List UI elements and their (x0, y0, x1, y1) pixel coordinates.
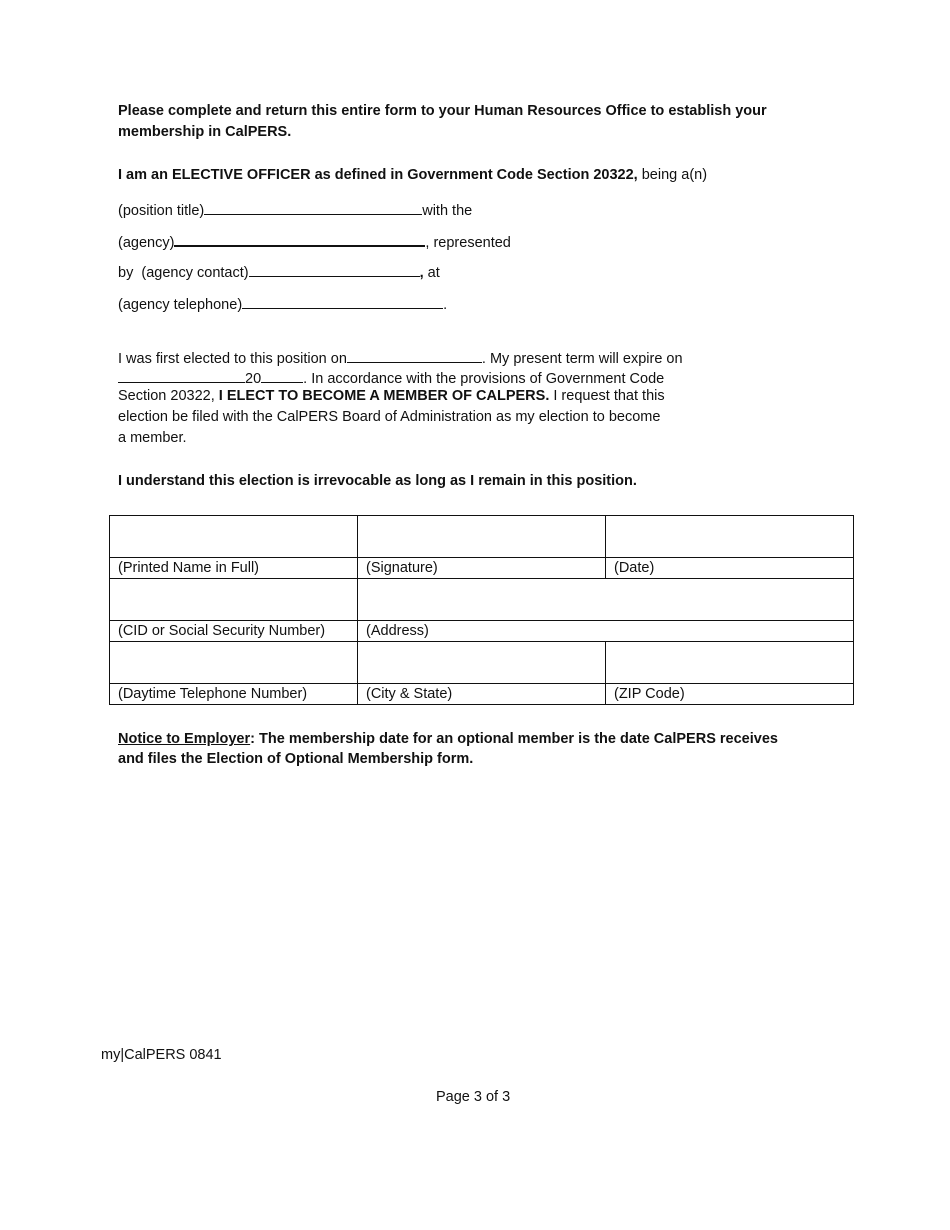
agency-label: (agency) (118, 235, 175, 251)
position-title-row (118, 200, 472, 219)
notice-colon: : (250, 731, 255, 747)
city-state-field[interactable] (358, 642, 606, 684)
declaration-bold: I am an ELECTIVE OFFICER as defined in Government Code Section 20322, (118, 167, 638, 183)
position-title-label: (position title) (118, 203, 205, 219)
election-line-2 (118, 368, 664, 387)
agency-suffix: , represented (425, 235, 511, 251)
zip-field[interactable] (606, 642, 854, 684)
notice-text-1: The membership date for an optional member is the date CalPERS receives (254, 731, 778, 747)
agency-contact-comma: , (419, 265, 424, 281)
agency-telephone-label: (agency telephone) (118, 297, 243, 313)
irrevocable-statement: I understand this election is irrevocable as long as I remain in this position. (118, 473, 637, 489)
table-row (110, 516, 854, 558)
by-label: by (118, 265, 134, 281)
first-elected-date-field[interactable] (347, 348, 482, 363)
signature-label: (Signature) (358, 558, 606, 579)
form-id: my|CalPERS 0841 (101, 1047, 222, 1063)
position-title-suffix: with the (422, 203, 473, 219)
election-line-4: election be filed with the CalPERS Board of Administration as my election to become (118, 409, 661, 425)
election-l2-b: . In accordance with the provisions of Government Code (303, 371, 665, 387)
election-line-5: a member. (118, 430, 187, 446)
election-l3-a: Section 20322, (118, 388, 219, 404)
election-l3-b: I request that this (549, 388, 665, 404)
printed-name-label: (Printed Name in Full) (110, 558, 358, 579)
election-line-3 (118, 389, 665, 404)
page-number: Page 3 of 3 (436, 1089, 511, 1105)
signature-field[interactable] (358, 516, 606, 558)
declaration-line (118, 168, 707, 183)
notice-line-2: and files the Election of Optional Membership form. (118, 751, 474, 767)
agency-telephone-row (118, 294, 447, 313)
election-l1-b: . My present term will expire on (481, 351, 683, 367)
city-state-label: (City & State) (358, 684, 606, 705)
table-row (110, 558, 854, 579)
election-l3-bold: I ELECT TO BECOME A MEMBER OF CALPERS. (218, 388, 550, 404)
table-row (110, 621, 854, 642)
member-info-table (109, 515, 854, 705)
year-prefix: 20 (245, 371, 262, 387)
cid-ssn-field[interactable] (110, 579, 358, 621)
position-title-field[interactable] (204, 200, 422, 215)
term-year-field[interactable] (261, 368, 303, 383)
table-row (110, 642, 854, 684)
notice-label: Notice to Employer (118, 731, 251, 747)
agency-field[interactable] (174, 231, 425, 247)
address-field[interactable] (358, 579, 854, 621)
agency-telephone-field[interactable] (242, 294, 443, 309)
agency-contact-row (118, 262, 440, 281)
intro-line-2: membership in CalPERS. (118, 124, 292, 140)
agency-contact-label: (agency contact) (141, 265, 249, 281)
agency-telephone-suffix: . (443, 297, 448, 313)
address-label: (Address) (358, 621, 854, 642)
daytime-phone-label: (Daytime Telephone Number) (110, 684, 358, 705)
election-line-1 (118, 348, 683, 367)
agency-row (118, 231, 511, 251)
agency-contact-suffix: at (423, 265, 440, 281)
daytime-phone-field[interactable] (110, 642, 358, 684)
election-l1-a: I was first elected to this position on (118, 351, 347, 367)
table-row (110, 684, 854, 705)
declaration-normal: being a(n) (637, 167, 708, 183)
table-row (110, 579, 854, 621)
notice-line-1 (118, 732, 778, 747)
intro-line-1: Please complete and return this entire form to your Human Resources Office to establish your (118, 103, 767, 119)
cid-ssn-label: (CID or Social Security Number) (110, 621, 358, 642)
printed-name-field[interactable] (110, 516, 358, 558)
zip-label: (ZIP Code) (606, 684, 854, 705)
agency-contact-field[interactable] (249, 262, 420, 277)
date-label: (Date) (606, 558, 854, 579)
date-field[interactable] (606, 516, 854, 558)
term-expire-field[interactable] (118, 368, 245, 383)
